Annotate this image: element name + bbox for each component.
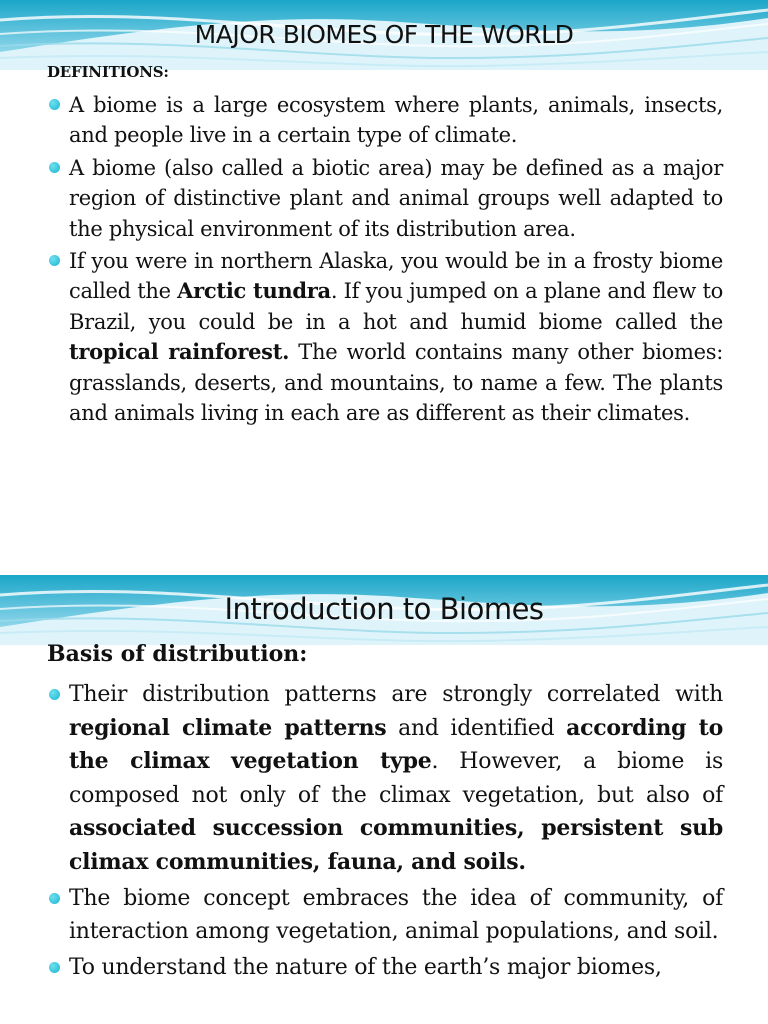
bullet-dot-icon [49,689,60,700]
bullet-list [47,678,723,986]
bullet-item-biome-concept [47,882,723,949]
bullet-item-biome-definition-1 [47,90,723,151]
text-run: . However, a biome is composed not only of the climax vegetation, but also of [69,749,723,808]
slide-gap [0,510,768,575]
text-run: If you were in northern Alaska, you would be in a frosty biome called the [69,249,723,304]
bullet-item-distribution-patterns [47,678,723,880]
text-run: A biome (also called a biotic area) may be defined as a major region of distinctive plant and animal groups well adapted to the physical environment of its distribution area. [69,155,723,241]
bullet-dot-icon [49,893,60,904]
section-label: DEFINITIONS: [47,63,169,81]
bold-text: regional climate patterns [69,714,387,741]
bold-text: Arctic tundra [177,278,331,304]
bullet-dot-icon [49,99,60,110]
bullet-dot-icon [49,162,60,173]
slide-title: Introduction to Biomes [224,592,544,626]
bullet-list [47,90,723,430]
text-run: The world contains many other biomes: grasslands, deserts, and mountains, to name a few. The plants and animals living in each are as different as their climates. [69,340,723,426]
slide-title: MAJOR BIOMES OF THE WORLD [194,20,574,49]
bold-text: according to the climax vegetation type [69,714,723,775]
bullet-item-understand-nature [47,951,723,985]
bullet-dot-icon [49,255,60,266]
text-run: The biome concept embraces the idea of community, of interaction among vegetation, animal populations, and soil. [69,885,723,945]
text-run: Their distribution patterns are strongly correlated with [69,682,723,707]
slide-major-biomes [0,0,768,510]
text-run: and identified [386,715,567,741]
bold-text: associated succession communities, persistent sub climax communities, fauna, and soils. [69,815,723,875]
text-run: . If you jumped on a plane and flew to Brazil, you could be in a hot and humid biome called the [69,279,723,334]
bullet-item-biome-examples [47,246,723,428]
section-label: Basis of distribution: [47,641,308,667]
text-run: A biome is a large ecosystem where plants, animals, insects, and people live in a certain type of climate. [69,93,723,148]
bullet-item-biome-definition-2 [47,153,723,244]
text-run: To understand the nature of the earth’s major biomes, [69,954,662,980]
bullet-dot-icon [49,962,60,973]
bold-text: tropical rainforest. [69,339,290,365]
